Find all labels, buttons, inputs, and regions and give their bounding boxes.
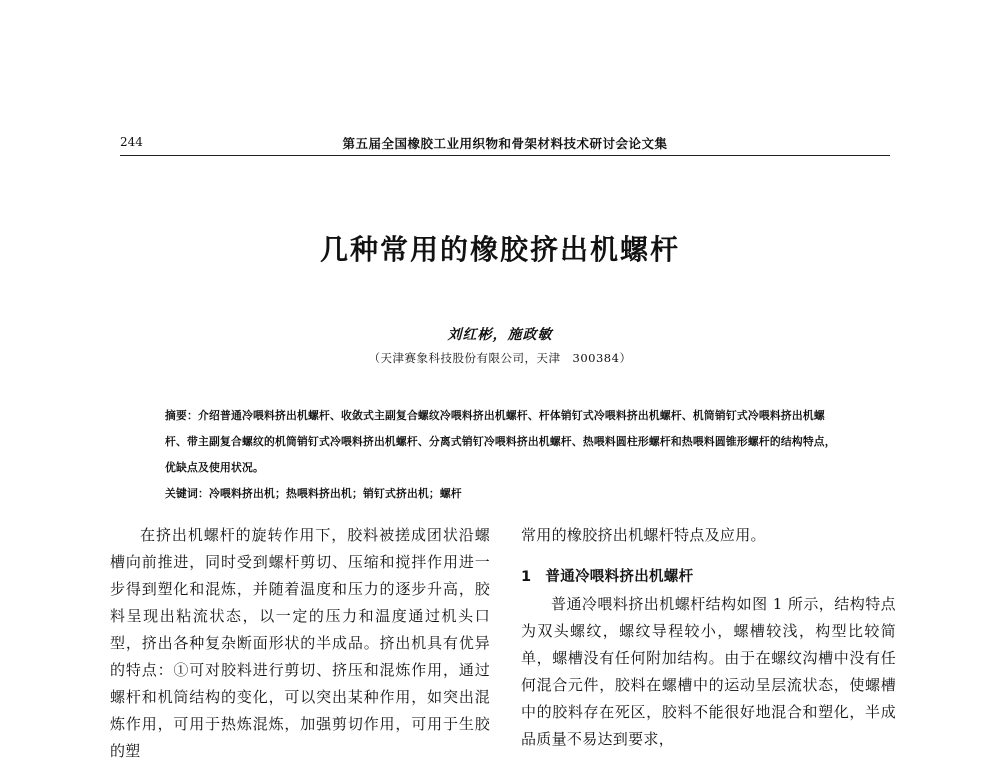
keywords-label: 关键词： — [165, 487, 209, 500]
body-paragraph-continued: 常用的橡胶挤出机螺杆特点及应用。 — [521, 526, 766, 544]
abstract-text: 介绍普通冷喂料挤出机螺杆、收敛式主副复合螺纹冷喂料挤出机螺杆、杆体销钉式冷喂料挤出机螺杆、机筒销钉式冷喂料挤出机螺杆、带主副复合螺纹的机筒销钉式冷喂料挤出机螺杆、分离式销钉冷喂料挤出机螺杆、热喂料圆柱形螺杆和热喂料圆锥形螺杆的结构特点，优缺点及使用状况。 — [165, 409, 836, 474]
abstract-paragraph — [165, 403, 845, 481]
section-number: 1 — [521, 569, 532, 585]
body-column-right — [521, 522, 896, 753]
body-paragraph: 在挤出机螺杆的旋转作用下，胶料被搓成团状沿螺槽向前推进，同时受到螺杆剪切、压缩和搅拌作用进一步得到塑化和混炼，并随着温度和压力的逐步升高，胶料呈现出粘流状态，以一定的压力和温度通过机头口型，挤出各种复杂断面形状的半成品。挤出机具有优异的特点：①可对胶料进行剪切、挤压和混炼作用，通过螺杆和机筒结构的变化，可以突出某种作用，如突出混炼作用，可用于热炼混炼，加强剪切作用，可用于生胶的塑 — [110, 526, 490, 760]
paper-authors: 刘红彬，施政敏 — [447, 327, 553, 343]
page-number: 244 — [120, 135, 143, 149]
keywords-paragraph — [165, 481, 845, 507]
abstract-block — [165, 403, 845, 507]
body-paragraph: 普通冷喂料挤出机螺杆结构如图 1 所示，结构特点为双头螺纹，螺纹导程较小，螺槽较浅，构型比较简单，螺槽没有任何附加结构。由于在螺纹沟槽中没有任何混合元件，胶料在螺槽中的运动呈层流状态，使螺槽中的胶料存在死区，胶料不能很好地混合和塑化，半成品质量不易达到要求， — [521, 595, 896, 748]
body-column-left — [110, 522, 490, 765]
section-title: 普通冷喂料挤出机螺杆 — [545, 569, 694, 585]
abstract-label: 摘要： — [165, 409, 198, 422]
keywords-text: 冷喂料挤出机；热喂料挤出机；销钉式挤出机；螺杆 — [209, 487, 462, 500]
section-heading — [521, 564, 896, 591]
journal-title: 第五届全国橡胶工业用织物和骨架材料技术研讨会论文集 — [342, 136, 668, 151]
author-affiliation: （天津赛象科技股份有限公司，天津 300384） — [368, 351, 632, 365]
running-header — [120, 133, 890, 156]
paper-title: 几种常用的橡胶挤出机螺杆 — [319, 233, 680, 266]
